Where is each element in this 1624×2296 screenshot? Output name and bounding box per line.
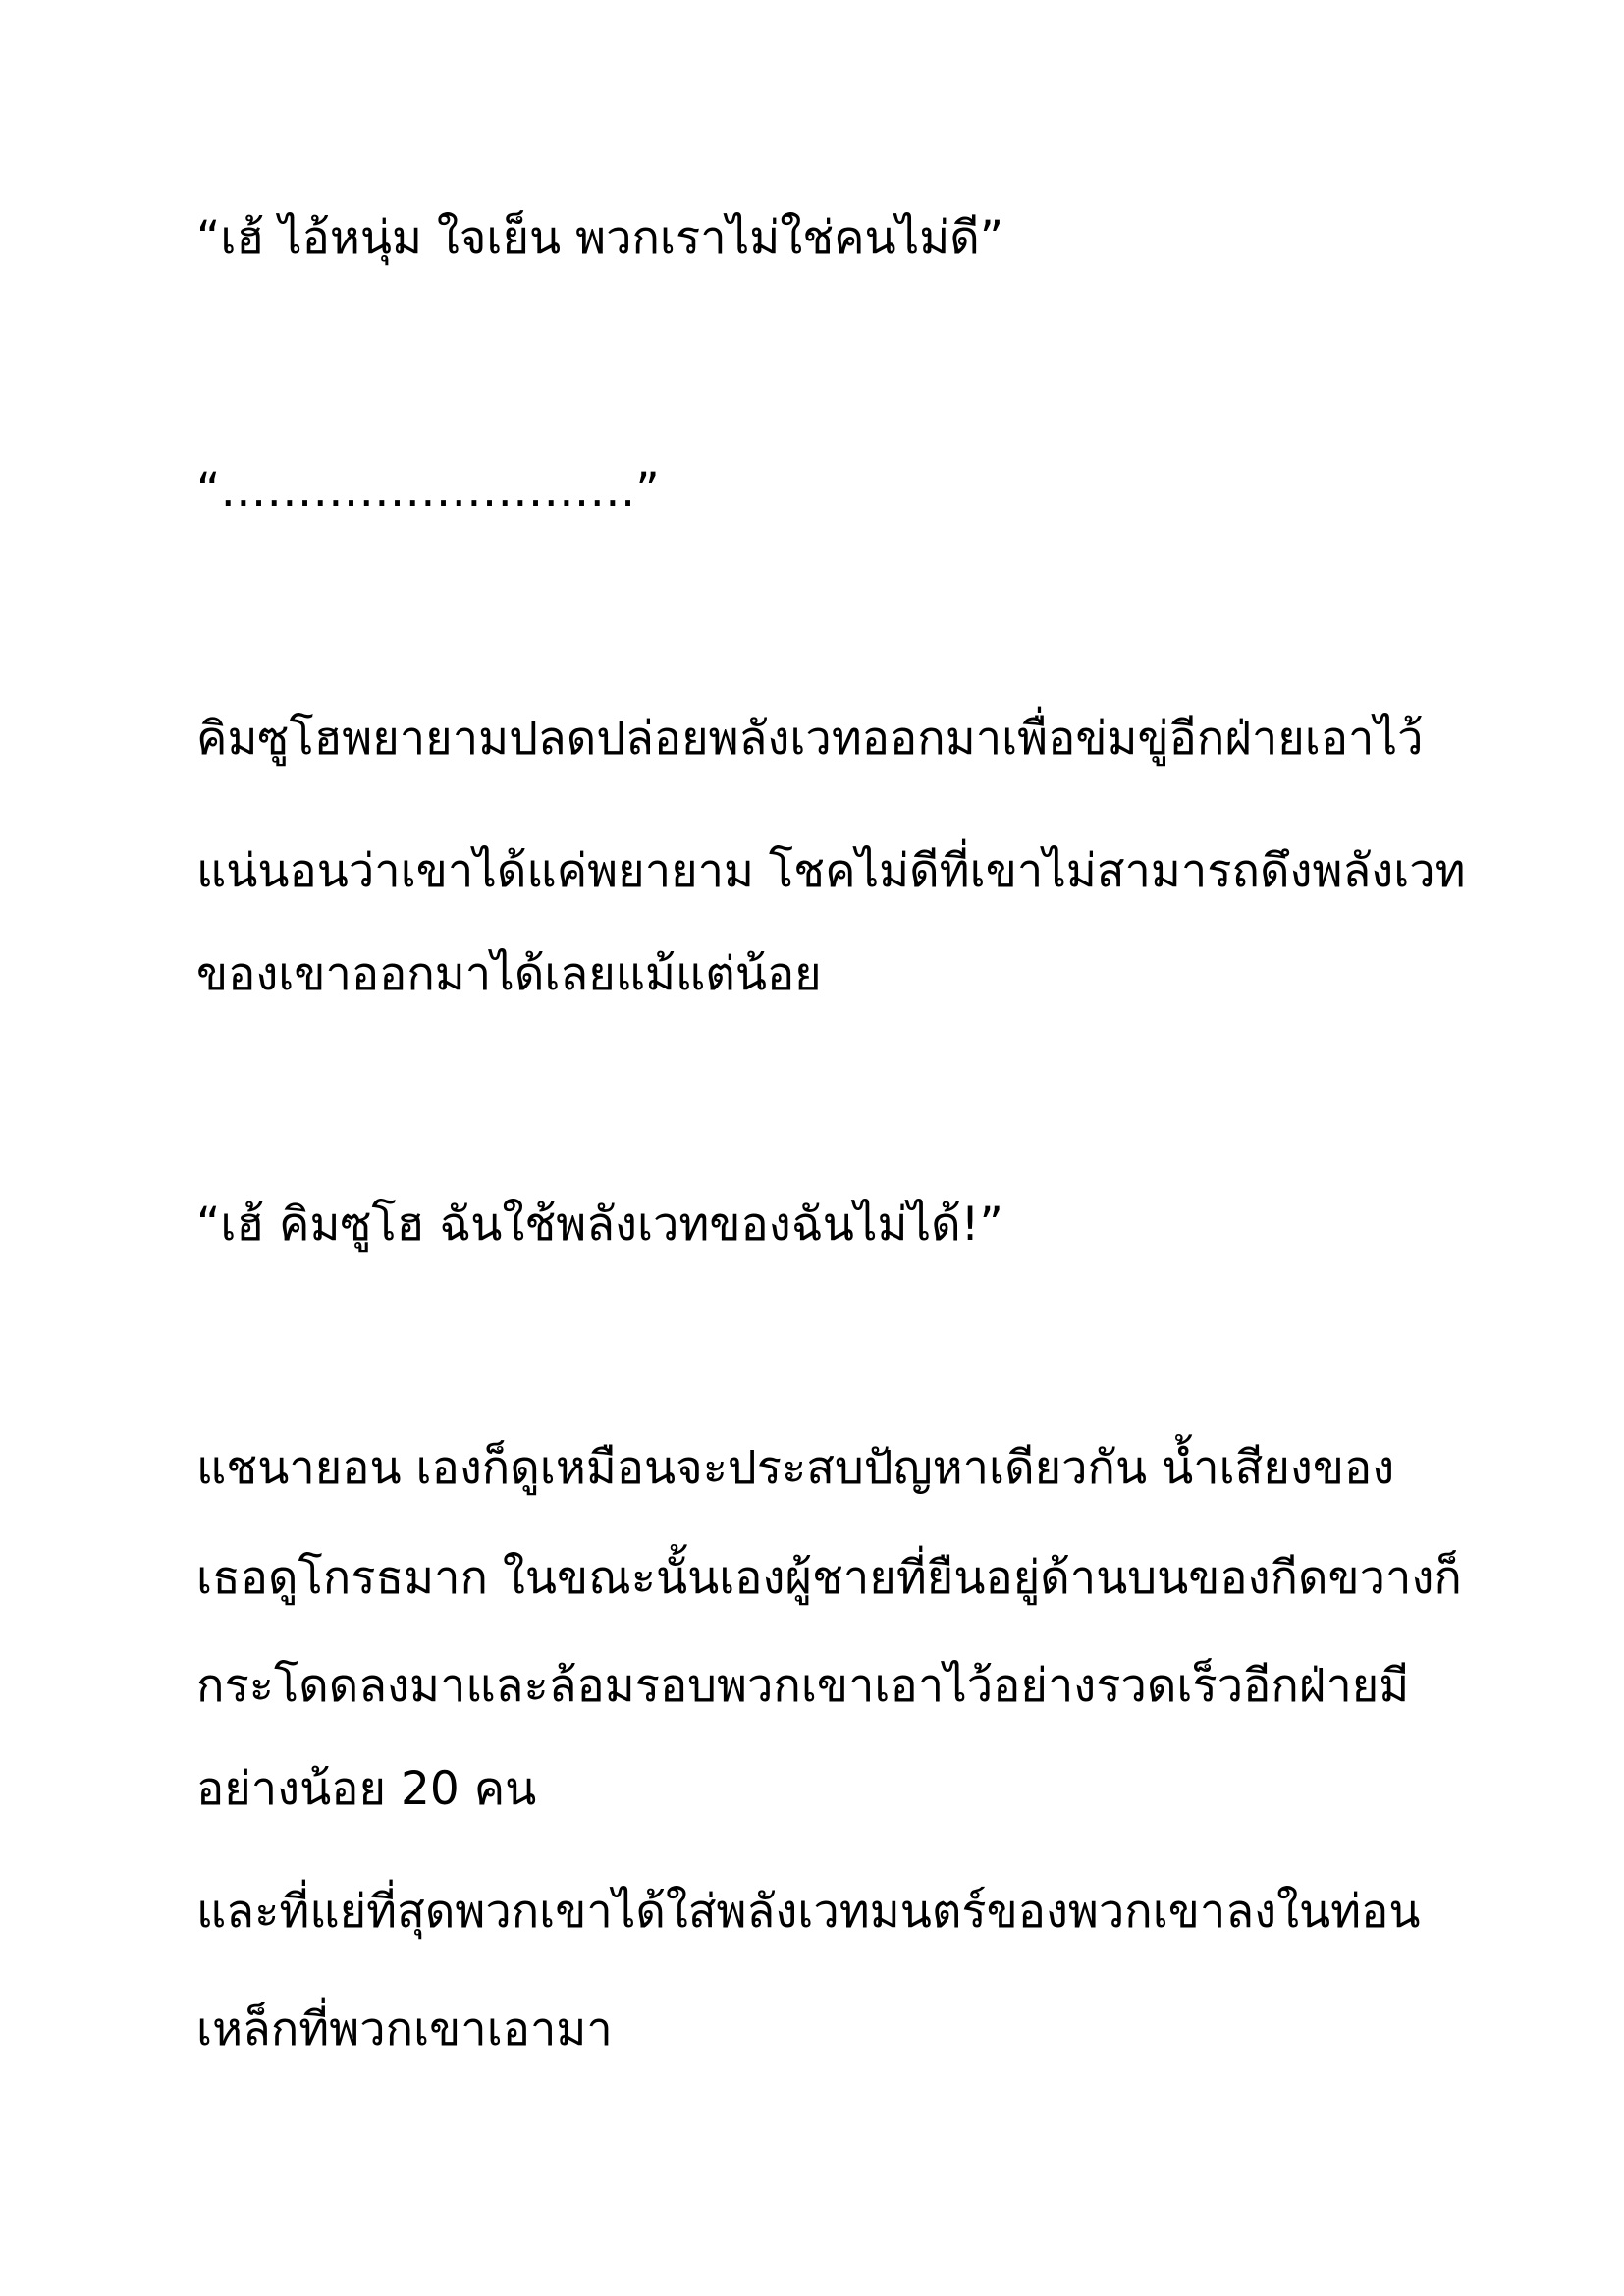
paragraph-line: ของเขาออกมาได้เลยแม้แต่น้อย: [196, 947, 822, 1001]
dialogue-line: “………………………”: [196, 463, 660, 517]
paragraph-line: อย่างน้อย 20 คน: [196, 1762, 537, 1816]
dialogue-line: “เฮ้ คิมซูโฮ ฉันใช้พลังเวทของฉันไม่ได้!”: [196, 1198, 1003, 1252]
paragraph-line: แน่นอนว่าเขาได้แค่พยายาม โชคไม่ดีที่เขาไม่สามารถดึงพลังเวท: [196, 844, 1466, 898]
paragraph-line: คิมซูโฮพยายามปลดปล่อยพลังเวทออกมาเพื่อข่มขู่อีกฝ่ายเอาไว้: [196, 712, 1424, 766]
paragraph-line: เหล็กที่พวกเขาเอามา: [196, 2002, 613, 2056]
dialogue-line: “เฮ้ ไอ้หนุ่ม ใจเย็น พวกเราไม่ใช่คนไม่ดี”: [196, 211, 1004, 265]
paragraph-line: เธอดูโกรธมาก ในขณะนั้นเองผู้ชายที่ยืนอยู่ด้านบนของกีดขวางก็: [196, 1551, 1462, 1605]
paragraph-line: กระโดดลงมาและล้อมรอบพวกเขาเอาไว้อย่างรวดเร็วอีกฝ่ายมี: [196, 1659, 1410, 1713]
paragraph-line: และที่แย่ที่สุดพวกเขาได้ใส่พลังเวทมนตร์ของพวกเขาลงในท่อน: [196, 1885, 1421, 1939]
paragraph-line: แชนายอน เองก็ดูเหมือนจะประสบปัญหาเดียวกัน น้ำเสียงของ: [196, 1441, 1395, 1495]
